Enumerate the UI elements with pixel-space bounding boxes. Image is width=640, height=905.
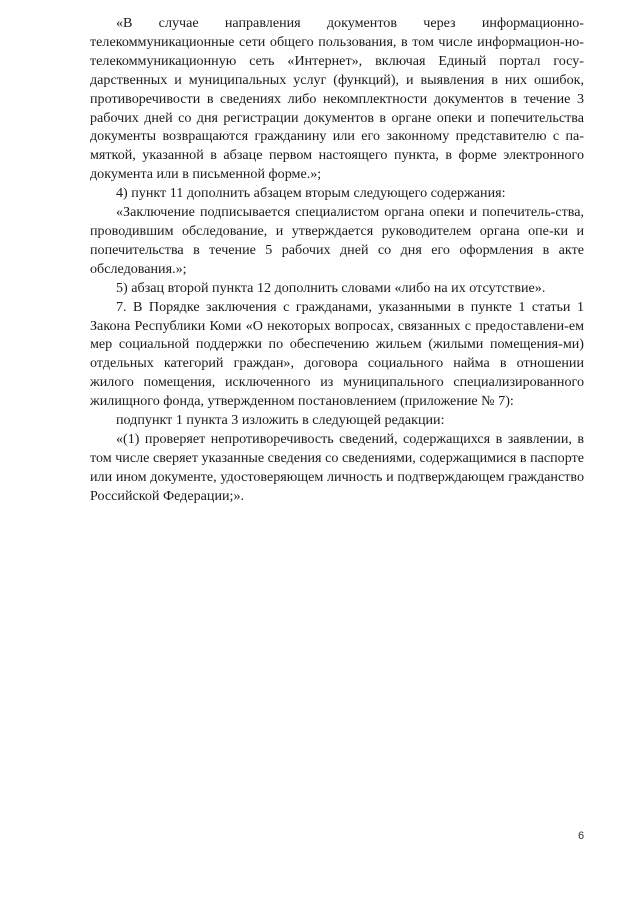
paragraph-document-return: «В случае направления документов через информационно-телекоммуникационные сети общего пользования, в том числе информацион-но-телекоммуникационную сеть «Интернет», включая Единый портал госу-дарственных и муниципальных услуг (функций), и выявления в них ошибок, противоречивости в сведениях либо некомплектности документов в течение 3 рабочих дней со дня регистрации документов в органе опеки и попечительства документы возвращаются гражданину или его законному представителю с па-мяткой, указанной в абзаце первом настоящего пункта, в форме электронного документа или в письменной форме.»; — [90, 15, 584, 183]
paragraph-subitem-intro: подпункт 1 пункта 3 изложить в следующей редакции: — [116, 412, 445, 429]
paragraph-item-7: 7. В Порядке заключения с гражданами, указанными в пункте 1 статьи 1 Закона Республики Коми «О некоторых вопросах, связанных с предоставлени-ем мер социальной поддержки по обеспечению жильем (жилыми помещения-ми) отдельных категорий граждан», договора социального найма в отношении жилого помещения, исключенного из муниципального специализированного жилищного фонда, утвержденном постановлением (приложение № 7): — [90, 298, 584, 410]
page-number: 6 — [578, 830, 585, 842]
document-body — [90, 14, 584, 506]
paragraph-item-5: 5) абзац второй пункта 12 дополнить словами «либо на их отсутствие». — [116, 279, 546, 296]
paragraph-item-4: 4) пункт 11 дополнить абзацем вторым следующего содержания: — [116, 185, 506, 202]
paragraph-conclusion-quote: «Заключение подписывается специалистом органа опеки и попечитель-ства, проводившим обследование, и утверждается руководителем органа опе-ки и попечительства в течение 5 рабочих дней со дня его оформления в акте обследования.»; — [90, 204, 584, 277]
paragraph-subitem-1-quote: «(1) проверяет непротиворечивость сведений, содержащихся в заявлении, в том числе сверяет указанные сведения со сведениями, содержащимися в паспорте или ином документе, удостоверяющем личность и подтверждающем гражданство Российской Федерации;». — [90, 430, 584, 504]
